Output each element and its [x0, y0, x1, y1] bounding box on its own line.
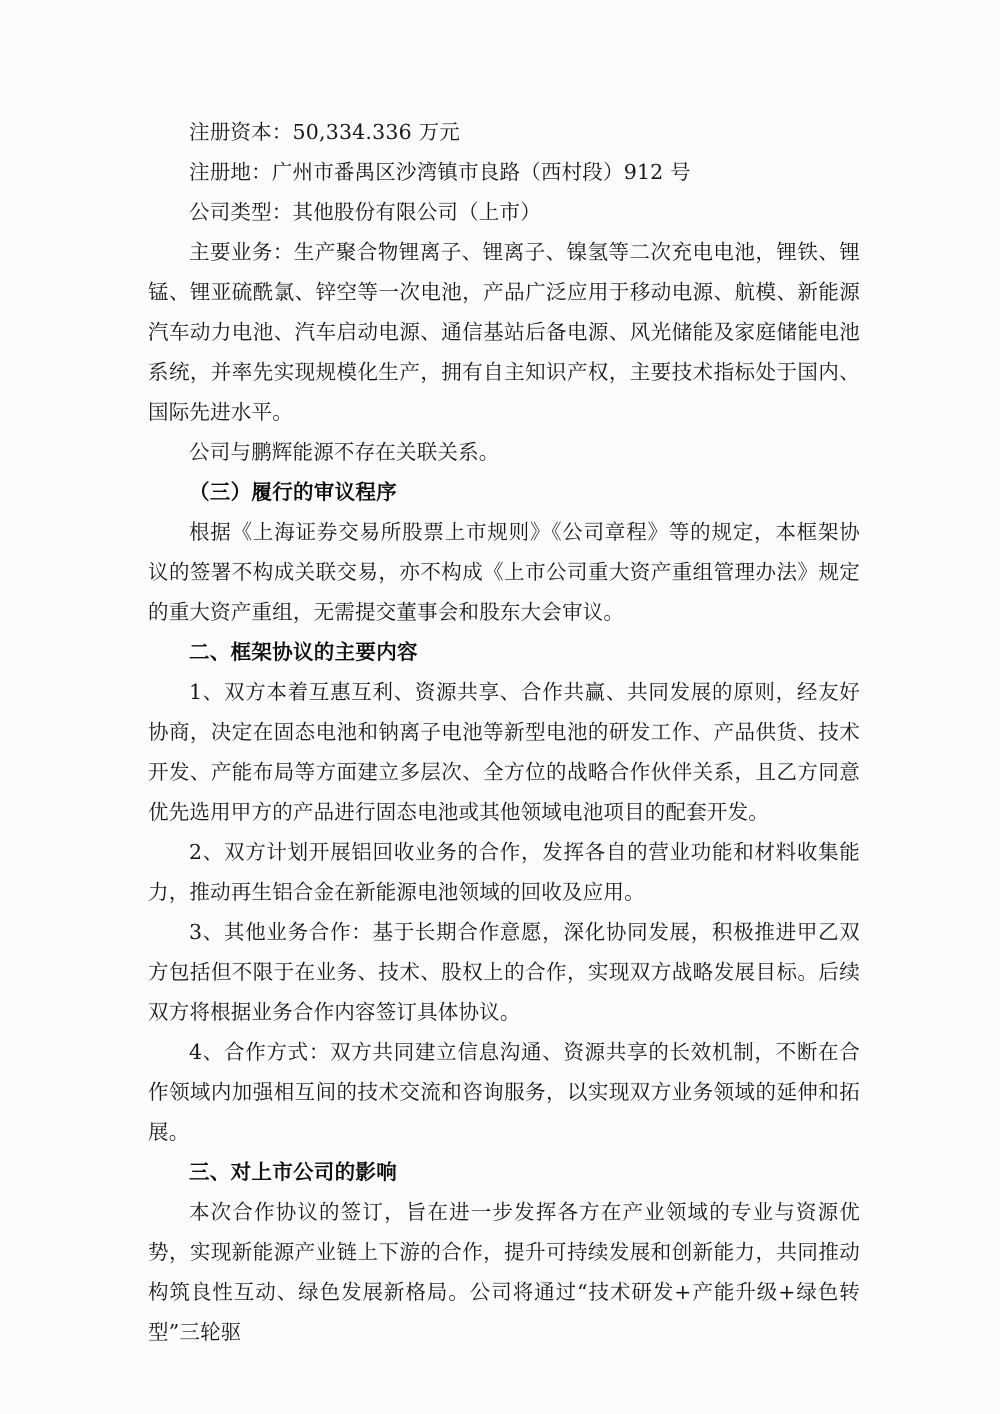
paragraph-item-4: 4、合作方式：双方共同建立信息沟通、资源共享的长效机制，不断在合作领域内加强相互间的技术交流和咨询服务，以实现双方业务领域的延伸和拓展。	[148, 1040, 860, 1144]
paragraph-item-1: 1、双方本着互惠互利、资源共享、合作共赢、共同发展的原则，经友好协商，决定在固态电池和钠离子电池等新型电池的研发工作、产品供货、技术开发、产能布局等方面建立多层次、全方位的战略合作伙伴关系，且乙方同意优先选用甲方的产品进行固态电池或其他领域电池项目的配套开发。	[148, 680, 860, 824]
paragraph-main-business: 主要业务：生产聚合物锂离子、锂离子、镍氢等二次充电电池，锂铁、锂锰、锂亚硫酰氯、锌空等一次电池，产品广泛应用于移动电源、航模、新能源汽车动力电池、汽车启动电源、通信基站后备电源、风光储能及家庭储能电池系统，并率先实现规模化生产，拥有自主知识产权，主要技术指标处于国内、国际先进水平。	[148, 240, 860, 424]
text-line-registered-capital: 注册资本：50,334.336 万元	[189, 120, 460, 144]
paragraph-review-procedure: 根据《上海证券交易所股票上市规则》《公司章程》等的规定，本框架协议的签署不构成关联交易，亦不构成《上市公司重大资产重组管理办法》规定的重大资产重组，无需提交董事会和股东大会审议。	[148, 520, 860, 624]
paragraph-item-2: 2、双方计划开展铝回收业务的合作，发挥各自的营业功能和材料收集能力，推动再生铝合金在新能源电池领域的回收及应用。	[148, 840, 860, 904]
document-body	[148, 112, 860, 1352]
heading-review-procedure: （三）履行的审议程序	[189, 480, 397, 504]
heading-impact-on-listed-company: 三、对上市公司的影响	[189, 1160, 397, 1184]
text-line-no-affiliation: 公司与鹏辉能源不存在关联关系。	[189, 440, 500, 464]
text-line-registered-address: 注册地：广州市番禺区沙湾镇市良路（西村段）912 号	[189, 160, 691, 184]
heading-framework-agreement-contents: 二、框架协议的主要内容	[189, 640, 418, 664]
paragraph-impact-on-listed-company: 本次合作协议的签订，旨在进一步发挥各方在产业领域的专业与资源优势，实现新能源产业链上下游的合作，提升可持续发展和创新能力，共同推动构筑良性互动、绿色发展新格局。公司将通过“技术研发+产能升级+绿色转型”三轮驱	[148, 1200, 860, 1344]
text-line-company-type: 公司类型：其他股份有限公司（上市）	[189, 200, 541, 224]
paragraph-item-3: 3、其他业务合作：基于长期合作意愿，深化协同发展，积极推进甲乙双方包括但不限于在业务、技术、股权上的合作，实现双方战略发展目标。后续双方将根据业务合作内容签订具体协议。	[148, 920, 860, 1024]
